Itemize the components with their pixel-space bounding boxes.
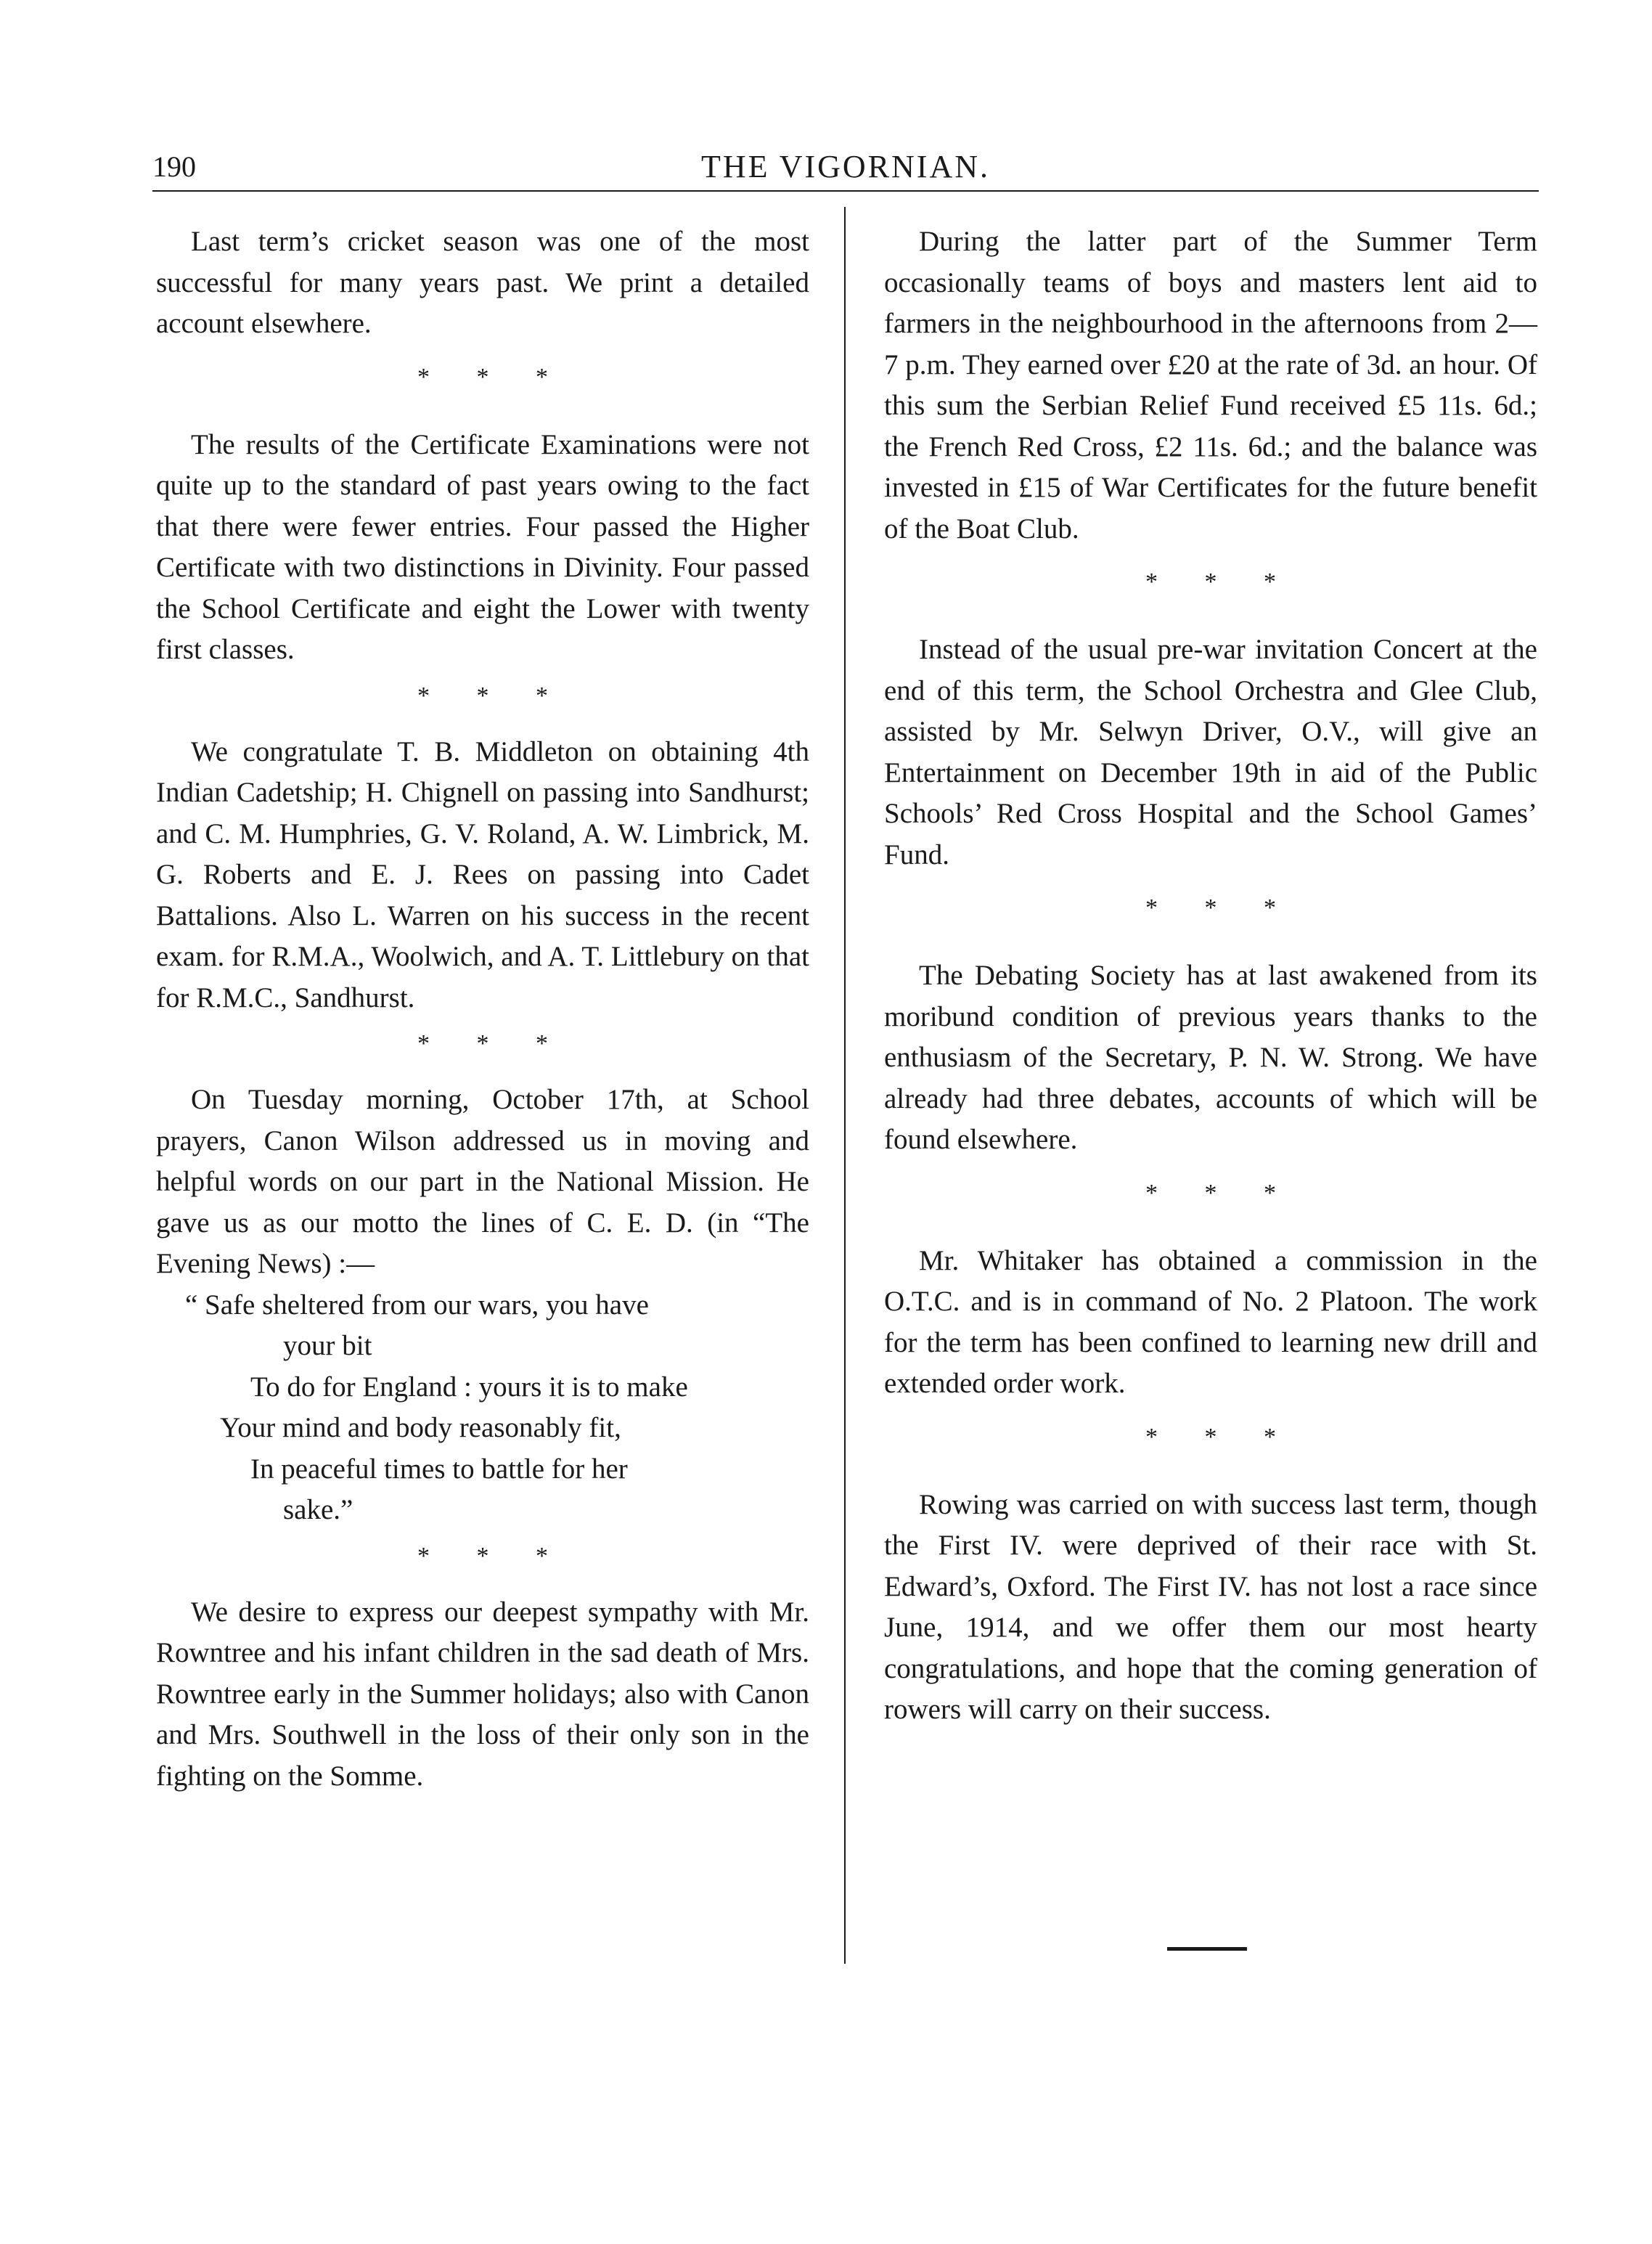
header-rule [152,190,1539,192]
rowing-paragraph: Rowing was carried on with success last term, though the First IV. were deprived of their race with St. Edward’s, Oxford. The First IV. has not lost a race since June, 1914, and we offer them our most hearty congratulations, and hope that the coming generation of rowers will carry on their success. [884,1488,1537,1725]
congratulations-paragraph: We congratulate T. B. Middleton on obtaining 4th Indian Cadetship; H. Chignell on passing into Sandhurst; and C. M. Humphries, G. V. Roland, A. W. Limbrick, M. G. Roberts and E. J. Rees on passing into Cadet Battalions. Also L. Warren on his success in the recent exam. for R.M.A., Woolwich, and A. T. Littlebury on that for R.M.C., Sandhurst. [156,735,809,1013]
verse-line: sake.” [283,1494,353,1525]
verse-line: Your mind and body reasonably fit, [220,1412,621,1443]
section-separator: * * * [417,682,568,709]
page-header [152,149,1539,192]
running-title: THE VIGORNIAN. [700,149,991,184]
national-mission-paragraph: On Tuesday morning, October 17th, at School prayers, Canon Wilson addressed us in moving and helpful words on our part in the National Mission. He gave us as our motto the lines of C. E. D. (in “The Evening News) :— [156,1084,809,1279]
concert-paragraph: Instead of the usual pre-war invitation Concert at the end of this term, the School Orchestra and Glee Club, assisted by Mr. Selwyn Driver, O.V., will give an Entertainment on December 19th in aid of the Public Schools’ Red Cross Hospital and the School Games’ Fund. [884,634,1537,870]
right-column [884,221,1537,1731]
farming-paragraph: During the latter part of the Summer Term occasionally teams of boys and masters lent aid to farmers in the neighbourhood in the afternoons from 2—7 p.m. They earned over £20 at the rate of 3d. an hour. Of this sum the Serbian Relief Fund received £5 11s. 6d.; the French Red Cross, £2 11s. 6d.; and the balance was invested in £15 of War Certificates for the future benefit of the Boat Club. [884,226,1537,544]
verse-line: In peaceful times to battle for her [250,1453,628,1485]
section-separator: * * * [417,1542,568,1570]
debating-paragraph: The Debating Society has at last awakened from its moribund condition of previous years thanks to the enthusiasm of the Secretary, P. N. W. Strong. We have already had three debates, accounts of which will be found elsewhere. [884,960,1537,1155]
section-separator: * * * [1145,894,1296,921]
verse-line: To do for England : yours it is to make [250,1371,688,1403]
left-column [156,221,809,1797]
section-separator: * * * [417,363,568,391]
section-separator: * * * [1145,568,1296,595]
section-separator: * * * [1145,1179,1296,1207]
certificates-paragraph: The results of the Certificate Examinations were not quite up to the standard of past years owing to the fact that there were fewer entries. Four passed the Higher Certificate with two distinctions in Divinity. Four passed the School Certificate and eight the Lower with twenty first classes. [156,428,809,665]
cricket-paragraph: Last term’s cricket season was one of the most successful for many years past. We print a detailed account elsewhere. [156,226,809,339]
otc-paragraph: Mr. Whitaker has obtained a commission in the O.T.C. and is in command of No. 2 Platoon. The work for the term has been confined to learning new drill and extended order work. [884,1244,1537,1399]
section-separator: * * * [417,1030,568,1057]
closing-rule [1167,1947,1247,1951]
verse-line: your bit [283,1330,372,1361]
section-separator: * * * [1145,1423,1296,1451]
sympathy-paragraph: We desire to express our deepest sympathy with Mr. Rowntree and his infant children in the sad death of Mrs. Rowntree early in the Summer holidays; also with Canon and Mrs. Southwell in the loss of their only son in the fighting on the Somme. [156,1596,809,1792]
column-divider [844,207,846,1964]
verse-line: “ Safe sheltered from our wars, you have [185,1289,649,1321]
verse-quote [156,1285,809,1531]
page-number: 190 [152,150,196,183]
